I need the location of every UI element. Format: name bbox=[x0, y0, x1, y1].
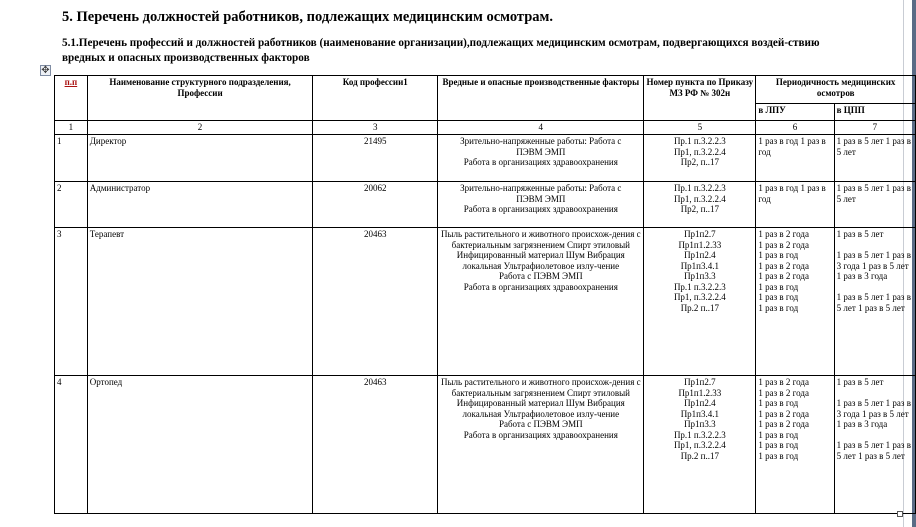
colnum-2: 2 bbox=[87, 121, 313, 135]
table-row bbox=[55, 228, 916, 376]
row-lpu: 1 раз в год 1 раз в год bbox=[756, 135, 834, 182]
row-cpp: 1 раз в 5 лет 1 раз в 5 лет 1 раз в 3 года 1 раз в 5 лет 1 раз в 3 года 1 раз в 5 лет 1 раз в 5 лет 1 раз в 5 лет bbox=[834, 228, 915, 376]
header-lpu: в ЛПУ bbox=[756, 104, 834, 121]
row-factors: Пыль растительного и животного происхож-дения с бактериальным загрязнением Спирт этиловый Инфицированный материал Шум Вибрация локальная Ультрафиолетовое излу-чение Работа с ПЭВМ ЭМП Работа в организациях здравоохранения bbox=[438, 228, 644, 376]
table-row bbox=[55, 182, 916, 228]
column-number-row bbox=[55, 121, 916, 135]
row-factors: Зрительно-напряженные работы: Работа с ПЭВМ ЭМП Работа в организациях здравоохранения bbox=[438, 182, 644, 228]
row-cpp: 1 раз в 5 лет 1 раз в 5 лет bbox=[834, 182, 915, 228]
colnum-7: 7 bbox=[834, 121, 915, 135]
row-lpu: 1 раз в 2 года 1 раз в 2 года 1 раз в год 1 раз в 2 года 1 раз в 2 года 1 раз в год 1 раз в год 1 раз в год bbox=[756, 376, 834, 514]
table-row bbox=[55, 135, 916, 182]
colnum-6: 6 bbox=[756, 121, 834, 135]
colnum-4: 4 bbox=[438, 121, 644, 135]
header-order: Номер пункта по Приказу МЗ РФ № 302н bbox=[644, 76, 756, 121]
colnum-5: 5 bbox=[644, 121, 756, 135]
row-name: Ортопед bbox=[87, 376, 313, 514]
row-code: 21495 bbox=[313, 135, 438, 182]
document-heading: 5. Перечень должностей работников, подлежащих медицинским осмотрам. bbox=[62, 9, 554, 25]
header-factors: Вредные и опасные производственные факторы bbox=[438, 76, 644, 121]
header-periodicity: Периодичность медицинских осмотров bbox=[756, 76, 916, 104]
header-num: п.п bbox=[55, 76, 88, 121]
header-code: Код профессии1 bbox=[313, 76, 438, 121]
header-name: Наименование структурного подразделения, Профессии bbox=[87, 76, 313, 121]
row-num: 4 bbox=[55, 376, 88, 514]
row-name: Директор bbox=[87, 135, 313, 182]
row-code: 20463 bbox=[313, 376, 438, 514]
table-resize-handle[interactable] bbox=[897, 511, 903, 517]
table-row bbox=[55, 376, 916, 514]
row-num: 3 bbox=[55, 228, 88, 376]
row-order: Пр1п2.7 Пр1п1.2.33 Пр1п2.4 Пр1п3.4.1 Пр1п3.3 Пр.1 п.3.2.2.3 Пр1, п.3.2.2.4 Пр.2 п..17 bbox=[644, 376, 756, 514]
row-factors: Зрительно-напряженные работы: Работа с ПЭВМ ЭМП Работа в организациях здравоохранения bbox=[438, 135, 644, 182]
row-order: Пр1п2.7 Пр1п1.2.33 Пр1п2.4 Пр1п3.4.1 Пр1п3.3 Пр.1 п.3.2.2.3 Пр1, п.3.2.2.4 Пр.2 п..17 bbox=[644, 228, 756, 376]
row-cpp: 1 раз в 5 лет 1 раз в 5 лет bbox=[834, 135, 915, 182]
row-order: Пр.1 п.3.2.2.3 Пр1, п.3.2.2.4 Пр2, п..17 bbox=[644, 135, 756, 182]
colnum-3: 3 bbox=[313, 121, 438, 135]
row-lpu: 1 раз в 2 года 1 раз в 2 года 1 раз в год 1 раз в 2 года 1 раз в 2 года 1 раз в год 1 раз в год 1 раз в год bbox=[756, 228, 834, 376]
row-order: Пр.1 п.3.2.2.3 Пр1, п.3.2.2.4 Пр2, п..17 bbox=[644, 182, 756, 228]
table-move-handle-icon[interactable]: ✥ bbox=[41, 65, 50, 76]
row-num: 2 bbox=[55, 182, 88, 228]
row-lpu: 1 раз в год 1 раз в год bbox=[756, 182, 834, 228]
document-subheading: 5.1.Перечень профессий и должностей работников (наименование организации),подлежащих медицинским осмотрам, подвергающихся воздей-ствию вредных и опасных производственных факторов bbox=[62, 37, 820, 64]
row-name: Администратор bbox=[87, 182, 313, 228]
row-cpp: 1 раз в 5 лет 1 раз в 5 лет 1 раз в 3 года 1 раз в 5 лет 1 раз в 3 года 1 раз в 5 лет 1 раз в 5 лет 1 раз в 5 лет bbox=[834, 376, 915, 514]
colnum-1: 1 bbox=[55, 121, 88, 135]
medical-exam-table bbox=[54, 75, 916, 514]
row-factors: Пыль растительного и животного происхож-дения с бактериальным загрязнением Спирт этиловый Инфицированный материал Шум Вибрация локальная Ультрафиолетовое излу-чение Работа с ПЭВМ ЭМП Работа в организациях здравоохранения bbox=[438, 376, 644, 514]
header-cpp: в ЦПП bbox=[834, 104, 915, 121]
row-code: 20463 bbox=[313, 228, 438, 376]
row-name: Терапевт bbox=[87, 228, 313, 376]
row-code: 20062 bbox=[313, 182, 438, 228]
row-num: 1 bbox=[55, 135, 88, 182]
